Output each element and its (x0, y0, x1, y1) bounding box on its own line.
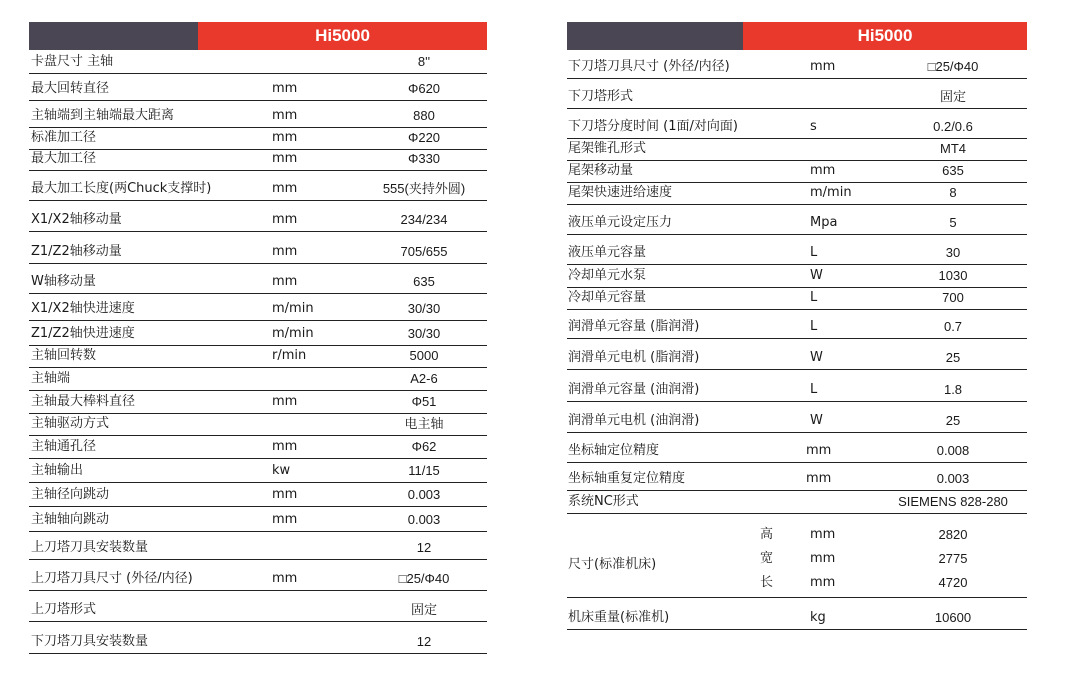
spec-label: 上刀塔形式 (31, 602, 97, 617)
spec-label: 上刀塔刀具安装数量 (31, 540, 149, 555)
spec-unit: kw (272, 463, 291, 478)
spec-unit: mm (810, 163, 836, 178)
spec-unit: mm (272, 274, 298, 289)
spec-label: Z1/Z2轴移动量 (31, 244, 122, 259)
spec-value: 固定 (939, 89, 967, 104)
spec-unit: s (810, 119, 817, 134)
spec-value: 0.003 (936, 471, 970, 486)
spec-label: X1/X2轴快进速度 (31, 301, 135, 316)
spec-row (567, 491, 1027, 514)
spec-row (29, 346, 487, 368)
spec-row (29, 321, 487, 346)
spec-value: 0.008 (936, 443, 970, 458)
spec-row (29, 391, 487, 414)
spec-value: 5000 (409, 348, 439, 363)
model-name: Hi5000 (743, 22, 1027, 50)
spec-value: 635 (942, 163, 964, 178)
spec-unit: mm (810, 575, 836, 590)
spec-unit: r/min (272, 348, 307, 363)
spec-value: 234/234 (400, 212, 448, 227)
spec-label: 主轴驱动方式 (31, 416, 110, 431)
spec-row (567, 339, 1027, 370)
spec-row (567, 370, 1027, 402)
spec-unit: mm (272, 244, 298, 259)
spec-label: 标准加工径 (31, 130, 97, 145)
spec-row (567, 288, 1027, 310)
spec-unit: mm (806, 471, 832, 486)
spec-value: □25/Φ40 (927, 59, 979, 74)
spec-label: 机床重量(标准机) (568, 610, 670, 625)
spec-value: Φ330 (407, 151, 441, 166)
spec-row (29, 483, 487, 507)
dimension-key: 长 (760, 575, 774, 590)
spec-unit: mm (810, 59, 836, 74)
spec-value: 0.2/0.6 (933, 119, 973, 134)
spec-label: 润滑单元容量 (脂润滑) (568, 319, 700, 334)
spec-unit: L (810, 382, 818, 397)
spec-unit: mm (272, 394, 298, 409)
spec-unit: mm (272, 571, 298, 586)
spec-unit: mm (272, 108, 298, 123)
spec-label: 液压单元容量 (568, 245, 647, 260)
spec-label: 主轴通孔径 (31, 439, 97, 454)
spec-value: 30/30 (407, 326, 441, 341)
spec-value: 2820 (938, 527, 968, 542)
spec-label: 润滑单元容量 (油润滑) (568, 382, 700, 397)
spec-label: 卡盘尺寸 主轴 (31, 54, 114, 69)
spec-row (29, 591, 487, 622)
spec-label: 上刀塔刀具尺寸 (外径/内径) (31, 571, 193, 586)
spec-unit: L (810, 319, 818, 334)
spec-row (567, 235, 1027, 265)
left-rows (29, 50, 487, 654)
dimension-key: 宽 (760, 551, 774, 566)
spec-value: 25 (945, 350, 961, 365)
spec-unit: kg (810, 610, 826, 625)
spec-label: 坐标轴定位精度 (568, 443, 660, 458)
spec-row (567, 139, 1027, 161)
spec-unit: mm (810, 527, 836, 542)
spec-row (29, 171, 487, 201)
spec-unit: Mpa (810, 215, 838, 230)
spec-label: 尾架移动量 (568, 163, 634, 178)
spec-label: 主轴输出 (31, 463, 84, 478)
spec-label: 下刀塔刀具安装数量 (31, 634, 149, 649)
spec-row (29, 50, 487, 74)
dimension-row (567, 570, 1027, 594)
spec-value: MT4 (940, 141, 966, 156)
spec-label: 冷却单元容量 (568, 290, 647, 305)
spec-value: 30/30 (407, 301, 441, 316)
spec-row (567, 183, 1027, 205)
spec-row-weight (567, 598, 1027, 630)
spec-row (29, 232, 487, 264)
spec-value: 12 (416, 540, 432, 555)
spec-value: 25 (945, 413, 961, 428)
spec-value: 555(夹持外圆) (382, 181, 466, 196)
spec-value: A2-6 (410, 371, 438, 386)
spec-row (29, 436, 487, 459)
dimension-row (567, 546, 1027, 570)
spec-label: 尾架锥孔形式 (568, 141, 647, 156)
spec-label: 最大加工径 (31, 151, 97, 166)
spec-value: Φ620 (407, 81, 441, 96)
spec-value: 0.7 (943, 319, 963, 334)
left-spec-table (29, 22, 487, 654)
spec-unit: W (810, 350, 823, 365)
spec-value: 705/655 (400, 244, 448, 259)
spec-value: 4720 (938, 575, 968, 590)
spec-row (29, 368, 487, 391)
spec-value: 0.003 (407, 487, 441, 502)
spec-label: 液压单元设定压力 (568, 215, 673, 230)
spec-label: 下刀塔刀具尺寸 (外径/内径) (568, 59, 730, 74)
dimension-row (567, 522, 1027, 546)
spec-row (567, 205, 1027, 235)
dimension-key: 高 (760, 527, 774, 542)
spec-unit: mm (272, 512, 298, 527)
spec-row (29, 150, 487, 171)
spec-row (29, 128, 487, 150)
spec-unit: mm (272, 212, 298, 227)
spec-label: 下刀塔分度时间 (1面/对向面) (568, 119, 738, 134)
spec-value: 880 (413, 108, 435, 123)
spec-unit: W (810, 268, 823, 283)
spec-row (567, 310, 1027, 339)
spec-value: Φ62 (411, 439, 437, 454)
spec-label: 润滑单元电机 (油润滑) (568, 413, 700, 428)
right-table-header (567, 22, 1027, 50)
spec-row (29, 560, 487, 591)
spec-label: 坐标轴重复定位精度 (568, 471, 686, 486)
spec-unit: mm (272, 81, 298, 96)
spec-row (567, 402, 1027, 433)
spec-label: 冷却单元水泵 (568, 268, 647, 283)
spec-value: 2775 (938, 551, 968, 566)
spec-label: W轴移动量 (31, 274, 96, 289)
spec-value: 固定 (410, 602, 438, 617)
spec-unit: L (810, 290, 818, 305)
spec-row (567, 50, 1027, 79)
spec-label: 最大回转直径 (31, 81, 110, 96)
spec-value: 1.8 (943, 382, 963, 397)
spec-row (29, 459, 487, 483)
spec-row (29, 507, 487, 532)
header-dark-bar (29, 22, 198, 50)
spec-row (29, 294, 487, 321)
spec-label: 主轴回转数 (31, 348, 97, 363)
spec-label: 下刀塔形式 (568, 89, 634, 104)
spec-unit: mm (272, 130, 298, 145)
spec-label: 润滑单元电机 (脂润滑) (568, 350, 700, 365)
spec-unit: mm (272, 181, 298, 196)
spec-unit: mm (810, 551, 836, 566)
spec-row (567, 109, 1027, 139)
header-dark-bar (567, 22, 743, 50)
spec-value: 8'' (417, 54, 431, 69)
model-name: Hi5000 (198, 22, 487, 50)
spec-value: 8 (949, 185, 957, 200)
spec-unit: L (810, 245, 818, 260)
spec-row (29, 264, 487, 294)
spec-value: 0.003 (407, 512, 441, 527)
spec-label: 系统NC形式 (568, 494, 639, 509)
spec-unit: W (810, 413, 823, 428)
spec-value: 5 (949, 215, 957, 230)
spec-value: Φ51 (411, 394, 437, 409)
spec-value: 11/15 (408, 463, 440, 478)
left-table-header (29, 22, 487, 50)
spec-unit: m/min (272, 326, 314, 341)
spec-value: 700 (942, 290, 964, 305)
spec-unit: m/min (810, 185, 852, 200)
spec-unit: mm (272, 439, 298, 454)
spec-value: □25/Φ40 (398, 571, 450, 586)
spec-label: 主轴径向跳动 (31, 487, 110, 502)
spec-label: Z1/Z2轴快进速度 (31, 326, 135, 341)
spec-value: 10600 (934, 610, 972, 625)
spec-row (567, 265, 1027, 288)
spec-row (29, 101, 487, 128)
spec-unit: m/min (272, 301, 314, 316)
spec-row (567, 161, 1027, 183)
spec-value: 12 (416, 634, 432, 649)
spec-value: 电主轴 (404, 416, 444, 431)
spec-unit: mm (272, 487, 298, 502)
spec-row (29, 622, 487, 654)
right-rows (567, 50, 1027, 514)
spec-label: 尾架快速进给速度 (568, 185, 673, 200)
spec-value: 30 (945, 245, 961, 260)
spec-row (29, 74, 487, 101)
spec-value: Φ220 (407, 130, 441, 145)
spec-row (29, 414, 487, 436)
spec-label: X1/X2轴移动量 (31, 212, 122, 227)
spec-row (29, 532, 487, 560)
spec-row (567, 463, 1027, 491)
spec-unit: mm (272, 151, 298, 166)
spec-row (567, 79, 1027, 109)
spec-row (567, 433, 1027, 463)
spec-unit: mm (806, 443, 832, 458)
right-spec-table (567, 22, 1027, 630)
spec-label: 主轴轴向跳动 (31, 512, 110, 527)
spec-label: 主轴最大棒料直径 (31, 394, 136, 409)
spec-label: 主轴端到主轴端最大距离 (31, 108, 175, 123)
spec-label: 主轴端 (31, 371, 71, 386)
spec-label: 最大加工长度(两Chuck支撑时) (31, 181, 212, 196)
spec-value: 635 (413, 274, 435, 289)
spec-value: 1030 (938, 268, 968, 283)
spec-value: SIEMENS 828-280 (898, 494, 1008, 509)
dimensions-label: 尺寸(标准机床) (568, 557, 657, 572)
dimensions-group (567, 514, 1027, 598)
spec-row (29, 201, 487, 232)
